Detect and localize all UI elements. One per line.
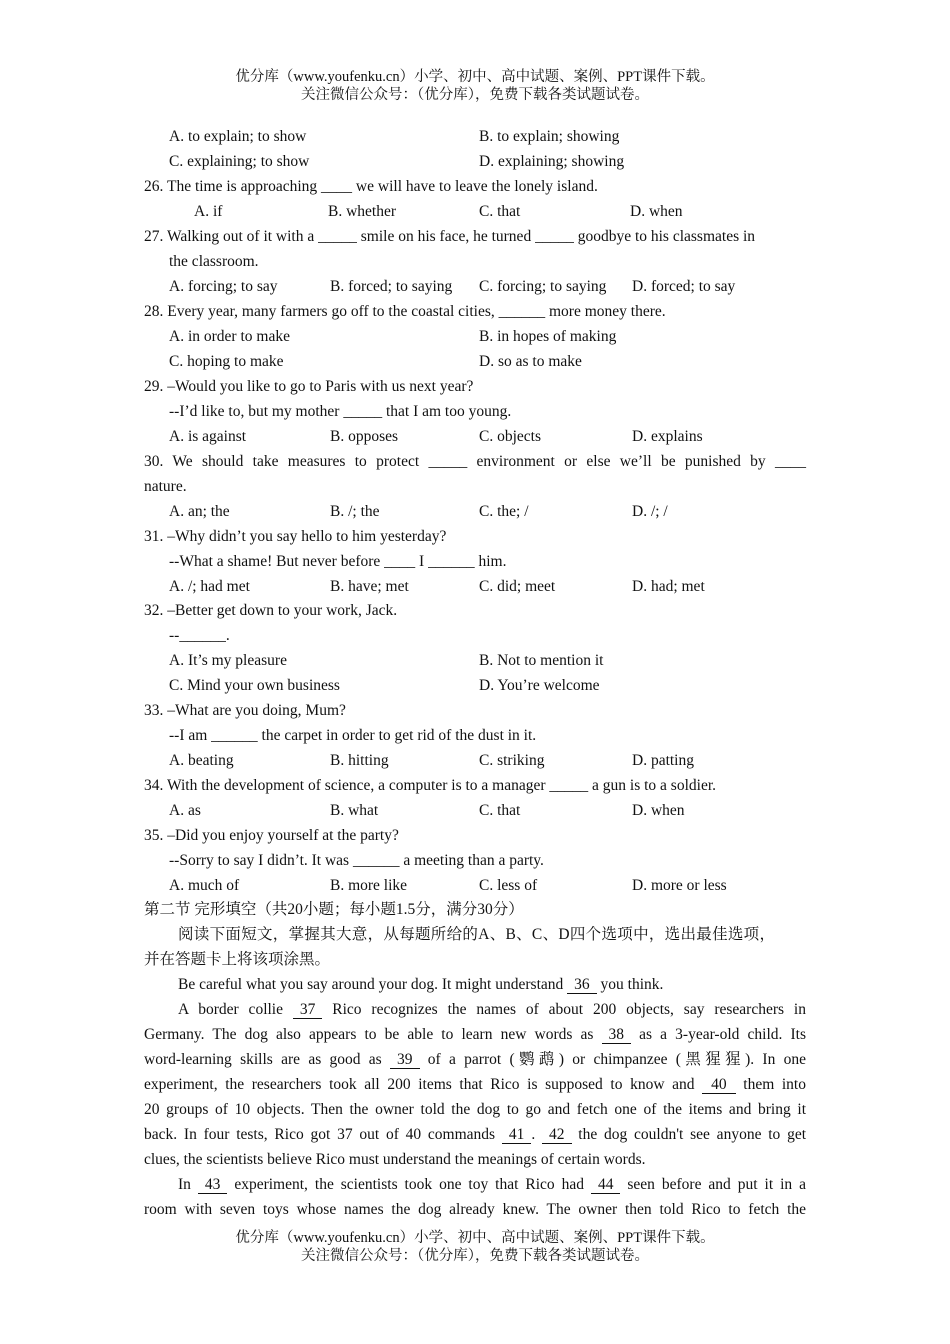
q35-option-a: A. much of	[169, 877, 240, 894]
q35-option-b: B. more like	[330, 877, 408, 894]
q28-stem: 28. Every year, many farmers go off to the coastal cities, ______ more money there.	[144, 303, 666, 320]
q30-option-d: D. /; /	[632, 503, 668, 520]
q33-option-d: D. patting	[632, 752, 694, 769]
q35-option-c: C. less of	[479, 877, 538, 894]
q30-option-c: C. the; /	[479, 503, 529, 520]
q34-option-b: B. what	[330, 802, 379, 819]
passage-para-1: Be careful what you say around your dog. It might understand 36 you think.	[178, 976, 664, 993]
q29-option-b: B. opposes	[330, 428, 399, 445]
passage-para-2-line-3: word-learning skills are as good as 39 of a parrot (鹦鹉) or chimpanzee (黑猩猩). In one	[144, 1051, 806, 1068]
blank-37: 37	[293, 1001, 323, 1019]
blank-38: 38	[602, 1026, 632, 1044]
passage-para-2-line-2: Germany. The dog also appears to be able to learn new words as 38 as a 3-year-old child. Its	[144, 1026, 806, 1043]
blank-40: 40	[702, 1076, 736, 1094]
q32-stem-line-1: 32. –Better get down to your work, Jack.	[144, 602, 398, 619]
q32-option-d: D. You’re welcome	[479, 677, 600, 694]
passage-para-3-line-1: In 43 experiment, the scientists took one toy that Rico had 44 seen before and put it in a	[178, 1176, 806, 1193]
q28-option-a: A. in order to make	[169, 328, 290, 345]
page-header-line-2: 关注微信公众号：（优分库），免费下载各类试题试卷。	[301, 87, 649, 103]
blank-44: 44	[591, 1176, 621, 1194]
q34-option-d: D. when	[632, 802, 685, 819]
q27-option-b: B. forced; to saying	[330, 278, 453, 295]
page-header-line-1: 优分库（www.youfenku.cn）小学、初中、高中试题、案例、PPT课件下载。	[235, 69, 715, 85]
q27-option-a: A. forcing; to say	[169, 278, 278, 295]
passage-para-2-line-4: experiment, the researchers took all 200 items that Rico is supposed to know and 40 them into	[144, 1076, 806, 1093]
q34-option-c: C. that	[479, 802, 521, 819]
q26-option-d: D. when	[630, 203, 683, 220]
q33-option-c: C. striking	[479, 752, 545, 769]
blank-36: 36	[567, 976, 597, 994]
q32-stem-line-2: --______.	[169, 627, 230, 644]
blank-43: 43	[198, 1176, 228, 1194]
q32-option-b: B. Not to mention it	[479, 652, 604, 669]
section-2-instruction-line-2: 并在答题卡上将该项涂黑。	[144, 951, 331, 968]
q33-option-b: B. hitting	[330, 752, 389, 769]
q35-stem-line-1: 35. –Did you enjoy yourself at the party?	[144, 827, 399, 844]
blank-42: 42	[542, 1126, 572, 1144]
q26-option-c: C. that	[479, 203, 521, 220]
q28-option-d: D. so as to make	[479, 353, 582, 370]
q35-option-d: D. more or less	[632, 877, 727, 894]
q28-option-c: C. hoping to make	[169, 353, 284, 370]
q32-option-c: C. Mind your own business	[169, 677, 340, 694]
q25-option-b: B. to explain; showing	[479, 128, 620, 145]
q30-stem-line-2: nature.	[144, 478, 187, 495]
q30-option-a: A. an; the	[169, 503, 230, 520]
q30-option-b: B. /; the	[330, 503, 380, 520]
q25-option-a: A. to explain; to show	[169, 128, 307, 145]
passage-para-3-line-2: room with seven toys whose names the dog already knew. The owner then told Rico to fetch the	[144, 1201, 806, 1218]
q27-option-d: D. forced; to say	[632, 278, 736, 295]
q31-stem-line-1: 31. –Why didn’t you say hello to him yesterday?	[144, 528, 447, 545]
passage-para-2-line-7: clues, the scientists believe Rico must understand the meanings of certain words.	[144, 1151, 646, 1168]
q26-option-b: B. whether	[328, 203, 397, 220]
q29-option-c: C. objects	[479, 428, 541, 445]
section-2-instruction-line-1: 阅读下面短文，掌握其大意，从每题所给的A、B、C、D四个选项中，选出最佳选项，	[178, 926, 776, 943]
page-footer-line-2: 关注微信公众号：（优分库），免费下载各类试题试卷。	[301, 1248, 649, 1264]
passage-para-2-line-5: 20 groups of 10 objects. Then the owner told the dog to go and fetch one of the items and bring it	[144, 1101, 806, 1118]
q25-option-d: D. explaining; showing	[479, 153, 625, 170]
q34-stem: 34. With the development of science, a computer is to a manager _____ a gun is to a soldier.	[144, 777, 717, 794]
q32-option-a: A. It’s my pleasure	[169, 652, 287, 669]
section-2-title: 第二节 完形填空（共20小题；每小题1.5分，满分30分）	[144, 901, 524, 918]
q31-option-d: D. had; met	[632, 578, 705, 595]
q29-option-d: D. explains	[632, 428, 703, 445]
q34-option-a: A. as	[169, 802, 201, 819]
blank-41: 41	[502, 1126, 532, 1144]
q26-option-a: A. if	[194, 203, 223, 220]
q28-option-b: B. in hopes of making	[479, 328, 617, 345]
q29-stem-line-2: --I’d like to, but my mother _____ that I am too young.	[169, 403, 512, 420]
q31-option-a: A. /; had met	[169, 578, 250, 595]
passage-para-2-line-1: A border collie 37 Rico recognizes the names of about 200 objects, say researchers in	[178, 1001, 806, 1018]
q29-option-a: A. is against	[169, 428, 247, 445]
q25-option-c: C. explaining; to show	[169, 153, 310, 170]
q29-stem-line-1: 29. –Would you like to go to Paris with us next year?	[144, 378, 474, 395]
q33-stem-line-1: 33. –What are you doing, Mum?	[144, 702, 346, 719]
blank-39: 39	[390, 1051, 420, 1069]
q27-stem-line-2: the classroom.	[169, 253, 259, 270]
q33-option-a: A. beating	[169, 752, 234, 769]
q26-stem: 26. The time is approaching ____ we will have to leave the lonely island.	[144, 178, 598, 195]
q31-option-b: B. have; met	[330, 578, 409, 595]
q31-option-c: C. did; meet	[479, 578, 556, 595]
passage-para-2-line-6: back. In four tests, Rico got 37 out of 40 commands 41 . 42 the dog couldn't see anyone to get	[144, 1126, 806, 1143]
q31-stem-line-2: --What a shame! But never before ____ I ______ him.	[169, 553, 507, 570]
q27-option-c: C. forcing; to saying	[479, 278, 607, 295]
q33-stem-line-2: --I am ______ the carpet in order to get rid of the dust in it.	[169, 727, 537, 744]
q27-stem-line-1: 27. Walking out of it with a _____ smile on his face, he turned _____ goodbye to his classmates in	[144, 228, 756, 245]
page-footer-line-1: 优分库（www.youfenku.cn）小学、初中、高中试题、案例、PPT课件下载。	[235, 1230, 715, 1246]
q30-stem-line-1: 30. We should take measures to protect _____ environment or else we’ll be punished by ____	[144, 453, 806, 470]
q35-stem-line-2: --Sorry to say I didn’t. It was ______ a meeting than a party.	[169, 852, 544, 869]
